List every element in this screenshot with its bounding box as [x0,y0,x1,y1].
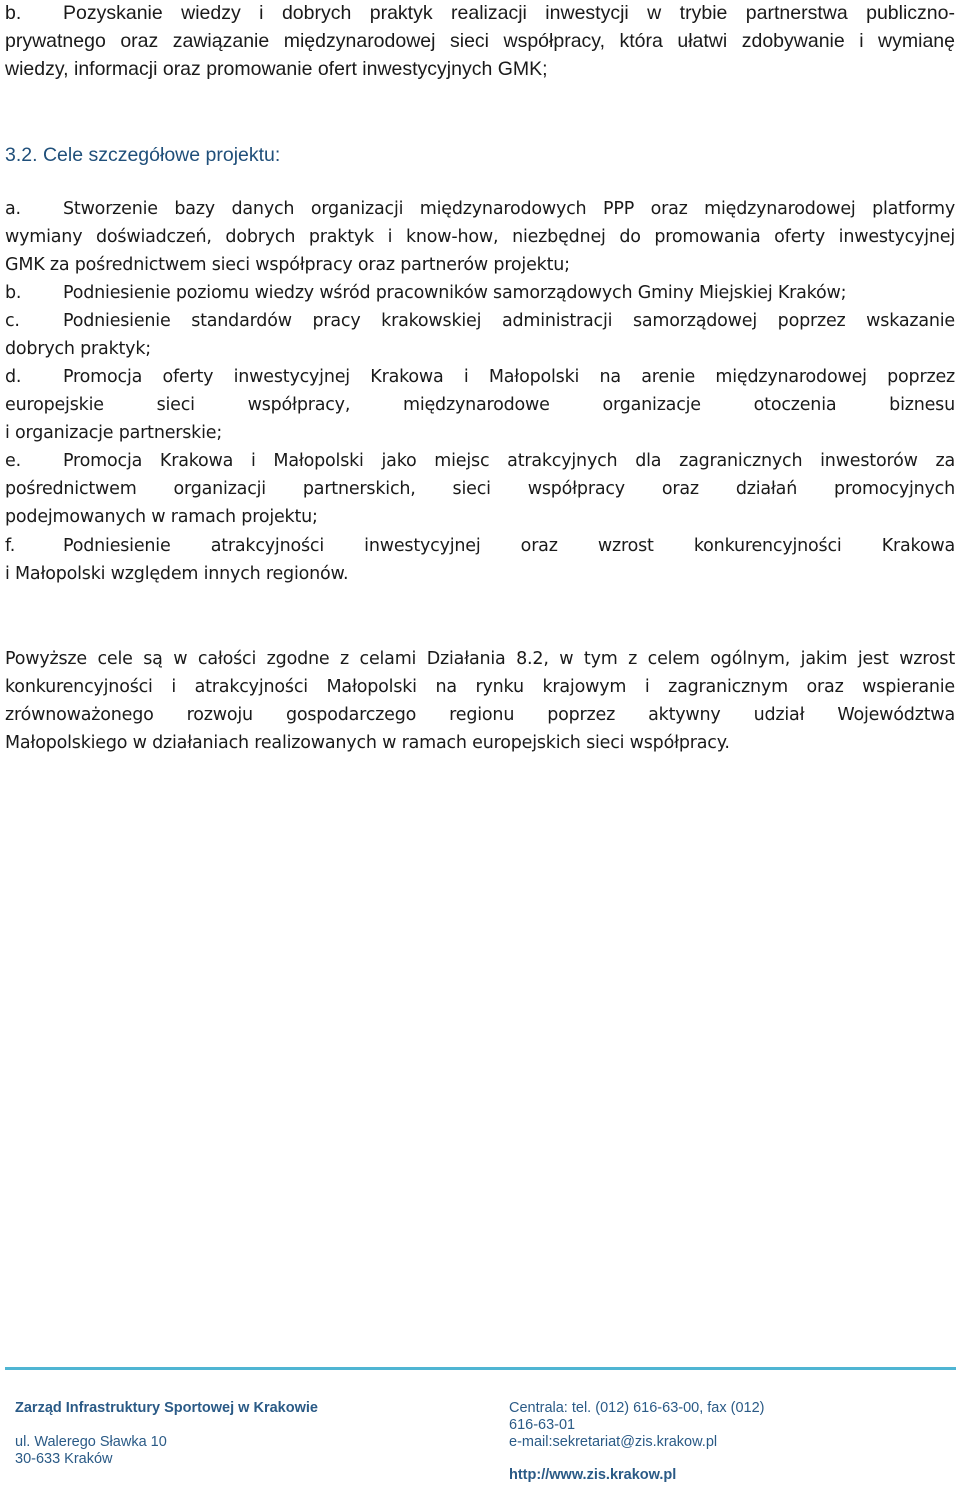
footer-divider [5,1367,956,1370]
summary-line-4: Małopolskiego w działaniach realizowanych w ramach europejskich sieci współpracy. [5,733,730,753]
summary-line-1: Powyższe cele są w całości zgodne z celami Działania 8.2, w tym z celem ogólnym, jakim jest wzrost [5,649,955,669]
goal-a-text: Stworzenie bazy danych organizacji międzynarodowych PPP oraz międzynarodowej platformy [63,199,955,219]
intro-line-1 [5,2,955,25]
footer-city: 30-633 Kraków [15,1451,113,1467]
goal-e-line-3: podejmowanych w ramach projektu; [5,507,318,527]
goal-c-line-1 [5,311,955,331]
intro-line-2: prywatnego oraz zawiązanie międzynarodowej sieci współpracy, która ułatwi zdobywanie i wymianę [5,30,955,52]
goal-e-line-2: pośrednictwem organizacji partnerskich, sieci współpracy oraz działań promocyjnych [5,479,955,499]
footer-website-link[interactable]: http://www.zis.krakow.pl [509,1467,677,1483]
goal-f-label: f. [5,536,16,556]
summary-line-3: zrównoważonego rozwoju gospodarczego regionu poprzez aktywny udział Województwa [5,705,955,725]
goal-f-line-1 [5,536,955,556]
goal-d-line-3: i organizacje partnerskie; [5,423,223,443]
summary-line-2: konkurencyjności i atrakcyjności Małopolski na rynku krajowym i zagranicznym oraz wspieranie [5,677,955,697]
goal-c-label: c. [5,311,20,331]
goal-c-text: Podniesienie standardów pracy krakowskiej administracji samorządowej poprzez wskazanie [63,311,955,331]
goal-a-line-3: GMK za pośrednictwem sieci współpracy oraz partnerów projektu; [5,255,570,275]
goal-f-text: Podniesienie atrakcyjności inwestycyjnej oraz wzrost konkurencyjności Krakowa [63,536,955,556]
footer-phone-line-2: 616-63-01 [509,1417,576,1433]
goal-a-label: a. [5,199,21,219]
section-heading: 3.2. Cele szczegółowe projektu: [5,144,281,166]
goal-a-line-1 [5,199,955,219]
intro-line-3: wiedzy, informacji oraz promowanie ofert inwestycyjnych GMK; [5,58,548,80]
goal-d-text: Promocja oferty inwestycyjnej Krakowa i Małopolski na arenie międzynarodowej poprzez [63,367,955,387]
goal-d-label: d. [5,367,22,387]
goal-a-line-2: wymiany doświadczeń, dobrych praktyk i know-how, niezbędnej do promowania oferty inwestycyjnej [5,227,955,247]
footer-org-name: Zarząd Infrastruktury Sportowej w Krakowie [15,1400,318,1416]
goal-d-line-1 [5,367,955,387]
footer-email[interactable]: e-mail:sekretariat@zis.krakow.pl [509,1434,718,1450]
goal-e-line-1 [5,451,955,471]
goal-b-line-1 [5,283,955,303]
goal-f-line-2: i Małopolski względem innych regionów. [5,564,349,584]
goal-e-label: e. [5,451,21,471]
intro-text: Pozyskanie wiedzy i dobrych praktyk realizacji inwestycji w trybie partnerstwa publiczno- [63,2,955,24]
goal-b-text: Podniesienie poziomu wiedzy wśród pracowników samorządowych Gminy Miejskiej Kraków; [63,283,847,303]
goal-e-text: Promocja Krakowa i Małopolski jako miejsc atrakcyjnych dla zagranicznych inwestorów za [63,451,955,471]
footer-street: ul. Walerego Sławka 10 [15,1434,167,1450]
goal-c-line-2: dobrych praktyk; [5,339,151,359]
intro-label: b. [5,2,22,24]
goal-d-line-2: europejskie sieci współpracy, międzynarodowe organizacje otoczenia biznesu [5,395,955,415]
goal-b-label: b. [5,283,22,303]
footer-phone-line-1: Centrala: tel. (012) 616-63-00, fax (012) [509,1400,765,1416]
